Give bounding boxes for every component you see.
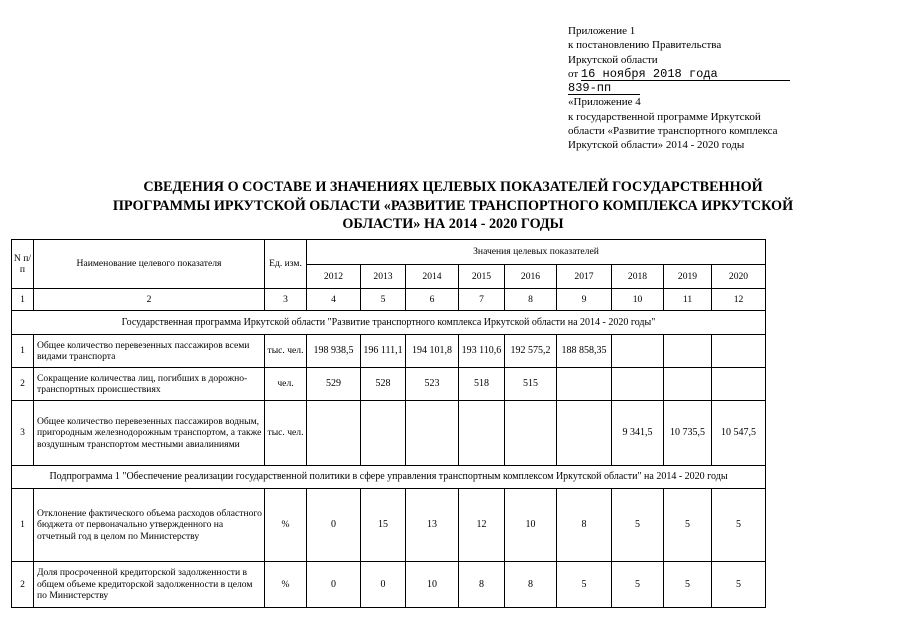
indicator-value: 192 575,2 <box>505 335 557 368</box>
indicator-value: 5 <box>712 489 766 562</box>
indicator-value <box>612 368 664 401</box>
column-number: 5 <box>361 289 406 311</box>
indicator-value <box>664 335 712 368</box>
indicator-value <box>361 401 406 466</box>
appendix-date <box>581 68 790 81</box>
column-numbers-row <box>12 289 766 311</box>
column-number: 4 <box>307 289 361 311</box>
indicator-name: Отклонение фактического объема расходов областного бюджета от первоначально утвержденного на отчетный год в целом по Министерству <box>34 489 265 562</box>
appendix-line: Приложение 1 <box>568 25 636 37</box>
indicator-value: 10 547,5 <box>712 401 766 466</box>
indicator-value <box>664 368 712 401</box>
indicator-value <box>505 401 557 466</box>
header-year: 2019 <box>664 265 712 289</box>
unit: % <box>265 489 307 562</box>
indicator-value <box>712 335 766 368</box>
indicator-value <box>307 401 361 466</box>
table-row <box>12 368 766 401</box>
indicator-value <box>459 401 505 466</box>
indicator-value: 523 <box>406 368 459 401</box>
appendix-number-line <box>568 81 888 95</box>
header-name: Наименование целевого показателя <box>34 240 265 289</box>
header-year: 2017 <box>557 265 612 289</box>
column-number: 12 <box>712 289 766 311</box>
header-unit: Ед. изм. <box>265 240 307 289</box>
column-number: 2 <box>34 289 265 311</box>
indicator-value: 5 <box>712 562 766 608</box>
appendix-line: Иркутской области <box>568 53 658 66</box>
table-row <box>12 489 766 562</box>
indicator-value <box>612 335 664 368</box>
appendix-line: к постановлению Правительства <box>568 39 722 52</box>
header-num: N п/п <box>12 240 34 289</box>
indicator-value <box>557 401 612 466</box>
indicator-value: 0 <box>307 489 361 562</box>
table-row <box>12 562 766 608</box>
indicator-name: Общее количество перевезенных пассажиров всеми видами транспорта <box>34 335 265 368</box>
appendix-date-prefix: от <box>568 67 579 80</box>
header-year: 2020 <box>712 265 766 289</box>
appendix-line: Иркутской области» 2014 - 2020 годы <box>568 139 745 152</box>
indicator-value: 0 <box>307 562 361 608</box>
indicator-value: 8 <box>557 489 612 562</box>
indicator-value: 5 <box>557 562 612 608</box>
section-title: Подпрограмма 1 "Обеспечение реализации государственной политики в сфере управления транспортным комплексом Иркутской области" на 2014 - 2020 годы <box>12 466 766 489</box>
appendix-line: области «Развитие транспортного комплекса <box>568 125 778 138</box>
section-row <box>12 311 766 335</box>
indicator-value: 515 <box>505 368 557 401</box>
header-year: 2015 <box>459 265 505 289</box>
row-number: 1 <box>12 335 34 368</box>
unit: % <box>265 562 307 608</box>
indicator-value: 9 341,5 <box>612 401 664 466</box>
indicator-value: 15 <box>361 489 406 562</box>
indicator-value: 5 <box>664 489 712 562</box>
indicator-value: 194 101,8 <box>406 335 459 368</box>
title-line: СВЕДЕНИЯ О СОСТАВЕ И ЗНАЧЕНИЯХ ЦЕЛЕВЫХ ПОКАЗАТЕЛЕЙ ГОСУДАРСТВЕННОЙ <box>143 179 763 195</box>
indicator-value: 188 858,35 <box>557 335 612 368</box>
title-line: ПРОГРАММЫ ИРКУТСКОЙ ОБЛАСТИ «РАЗВИТИЕ ТРАНСПОРТНОГО КОМПЛЕКСА ИРКУТСКОЙ <box>112 197 794 214</box>
table-body <box>12 240 766 608</box>
column-number: 11 <box>664 289 712 311</box>
indicator-value: 198 938,5 <box>307 335 361 368</box>
indicator-name: Доля просроченной кредиторской задолженности в общем объеме кредиторской задолженности в целом по Министерству <box>34 562 265 608</box>
header-year: 2018 <box>612 265 664 289</box>
header-year: 2013 <box>361 265 406 289</box>
header-row <box>12 240 766 265</box>
column-number: 10 <box>612 289 664 311</box>
indicator-value: 8 <box>505 562 557 608</box>
indicator-value: 518 <box>459 368 505 401</box>
column-number: 6 <box>406 289 459 311</box>
column-number: 3 <box>265 289 307 311</box>
indicator-value: 0 <box>361 562 406 608</box>
appendix-date-text: 16 ноября 2018 года <box>580 66 718 81</box>
title-line: ОБЛАСТИ» НА 2014 - 2020 ГОДЫ <box>342 216 564 232</box>
unit: тыс. чел. <box>265 401 307 466</box>
header-year: 2014 <box>406 265 459 289</box>
row-number: 3 <box>12 401 34 466</box>
appendix-number: 839-пп <box>568 82 640 95</box>
column-number: 1 <box>12 289 34 311</box>
indicator-value: 8 <box>459 562 505 608</box>
row-number: 2 <box>12 368 34 401</box>
indicator-value: 5 <box>612 562 664 608</box>
table-row <box>12 401 766 466</box>
indicator-value: 12 <box>459 489 505 562</box>
indicator-value: 10 <box>505 489 557 562</box>
indicator-value: 13 <box>406 489 459 562</box>
header-year: 2012 <box>307 265 361 289</box>
indicator-name: Сокращение количества лиц, погибших в дорожно-транспортных происшествиях <box>34 368 265 401</box>
row-number: 2 <box>12 562 34 608</box>
unit: чел. <box>265 368 307 401</box>
indicator-value <box>712 368 766 401</box>
appendix-line: к государственной программе Иркутской <box>568 110 761 123</box>
indicator-value <box>557 368 612 401</box>
indicator-value: 5 <box>664 562 712 608</box>
appendix-block <box>568 24 888 153</box>
column-number: 8 <box>505 289 557 311</box>
header-year: 2016 <box>505 265 557 289</box>
section-row <box>12 466 766 489</box>
indicator-value: 529 <box>307 368 361 401</box>
column-number: 7 <box>459 289 505 311</box>
document-title <box>40 178 866 234</box>
indicator-value <box>406 401 459 466</box>
unit: тыс. чел. <box>265 335 307 368</box>
appendix-line: «Приложение 4 <box>568 96 641 109</box>
row-number: 1 <box>12 489 34 562</box>
column-number: 9 <box>557 289 612 311</box>
indicator-value: 193 110,6 <box>459 335 505 368</box>
targets-table <box>11 239 766 608</box>
appendix-date-line <box>568 67 888 81</box>
indicator-value: 196 111,1 <box>361 335 406 368</box>
indicator-value: 5 <box>612 489 664 562</box>
section-title: Государственная программа Иркутской области "Развитие транспортного комплекса Иркутской области на 2014 - 2020 годы" <box>12 311 766 335</box>
indicator-value: 10 <box>406 562 459 608</box>
indicator-name: Общее количество перевезенных пассажиров водным, пригородным железнодорожным транспортом, а также воздушным транспортом местными авиалиниями <box>34 401 265 466</box>
indicator-value: 10 735,5 <box>664 401 712 466</box>
table-row <box>12 335 766 368</box>
header-values-group: Значения целевых показателей <box>307 240 766 265</box>
indicator-value: 528 <box>361 368 406 401</box>
